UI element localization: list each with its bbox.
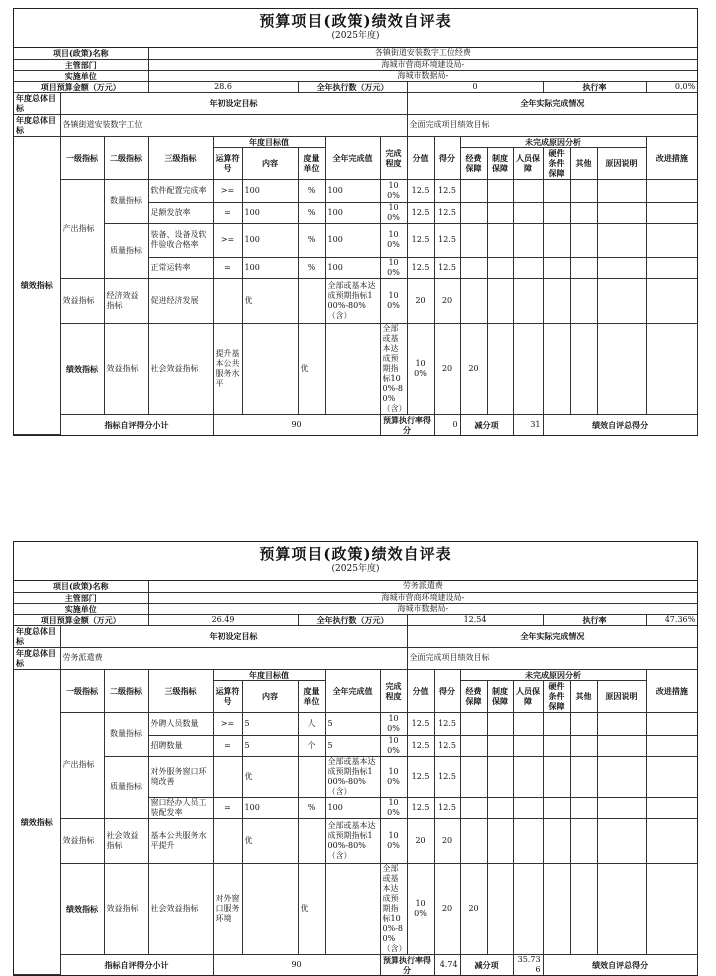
subtotal-label: 指标自评得分小计	[60, 954, 213, 975]
form-year: (2025年度)	[331, 564, 380, 574]
indicator-content: 100	[242, 797, 298, 818]
initial-target-value: 各镇街道安装数字工位	[60, 114, 407, 136]
score-header: 得分	[434, 136, 460, 179]
level1-output: 产出指标	[60, 179, 104, 278]
system-header: 制度保障	[487, 680, 513, 712]
indicator-completion: 100%	[380, 735, 407, 756]
level2-social: 社会效益指标	[148, 323, 213, 414]
annual-target-header: 年度目标值	[213, 136, 325, 147]
indicator-operator: =	[213, 797, 242, 818]
table-row	[14, 278, 697, 323]
operator-header: 运算符号	[213, 680, 242, 712]
deduct-label: 减分项	[460, 954, 513, 975]
table-row	[14, 179, 697, 202]
indicator-completion: 100%	[380, 179, 407, 202]
indicator-completion: 100%	[380, 202, 407, 223]
deduct-label: 减分项	[460, 414, 513, 435]
indicator-name: 对外服务窗口环境改善	[148, 756, 213, 797]
unit-measure-header: 度量单位	[298, 147, 325, 179]
annual-value-header: 全年完成值	[325, 136, 380, 179]
indicator-score-value: 20	[434, 323, 460, 414]
department-value: 海城市营商环境建设局-	[148, 592, 697, 603]
indicator-operator	[213, 756, 242, 797]
indicator-score-value: 12.5	[407, 756, 434, 797]
indicator-score: 12.5	[434, 712, 460, 735]
indicator-unit: %	[298, 179, 325, 202]
indicator-score-value: 12.5	[407, 735, 434, 756]
unit-label: 实施单位	[14, 70, 148, 81]
indicator-score-value: 20	[434, 863, 460, 954]
level2-social: 社会效益指标	[148, 863, 213, 954]
indicator-name: 对外窗口服务环境	[213, 863, 242, 954]
actual-header: 全年实际完成情况	[407, 625, 697, 647]
indicator-value: 全部或基本达成预期指标100%-80%（含）	[325, 278, 380, 323]
indicator-content: 优	[242, 818, 298, 863]
indicator-unit: %	[298, 223, 325, 257]
evaluation-table	[14, 48, 697, 435]
level2-quantity: 数量指标	[104, 179, 148, 223]
level3-header: 三级指标	[148, 136, 213, 179]
indicator-score: 20	[460, 323, 487, 414]
indicator-content: 100	[242, 257, 298, 278]
level2-header: 二级指标	[104, 136, 148, 179]
indicator-value: 全部或基本达成预期指标100%-80%（含）	[325, 756, 380, 797]
indicator-value: 全部或基本达成预期指标100%-80%（含）	[380, 323, 407, 414]
form-title: 预算项目(政策)绩效自评表	[259, 545, 452, 563]
deduct-value: 31	[513, 414, 543, 435]
total-score-label: 绩效自评总得分	[543, 414, 697, 435]
other-header: 其他	[570, 147, 597, 179]
project-name-value: 各镇街道安装数字工位经费	[148, 48, 697, 59]
level1-header: 一级指标	[60, 669, 104, 712]
personnel-header: 人员保障	[513, 147, 543, 179]
form-year: (2025年度)	[331, 31, 380, 41]
score-header: 得分	[434, 669, 460, 712]
department-value: 海城市营商环境建设局-	[148, 59, 697, 70]
table-row	[14, 756, 697, 797]
indicator-completion: 100%	[380, 278, 407, 323]
perf-indicator-label: 绩效指标	[60, 323, 104, 414]
indicator-unit	[298, 278, 325, 323]
indicator-unit	[325, 863, 380, 954]
subtotal-value: 90	[213, 954, 380, 975]
table-row	[14, 818, 697, 863]
indicator-completion: 100%	[380, 257, 407, 278]
indicator-value: 全部或基本达成预期指标100%-80%（含）	[380, 863, 407, 954]
indicator-score: 12.5	[434, 257, 460, 278]
indicator-unit: %	[298, 797, 325, 818]
indicator-value: 100	[325, 223, 380, 257]
exec-score-label: 预算执行率得分	[380, 414, 434, 435]
indicator-value: 100	[325, 179, 380, 202]
indicator-unit	[298, 818, 325, 863]
indicator-name: 外聘人员数量	[148, 712, 213, 735]
exec-score-value: 0	[434, 414, 460, 435]
content-header: 内容	[242, 147, 298, 179]
hardware-header: 硬件条件保障	[543, 680, 570, 712]
indicator-operator	[242, 323, 298, 414]
project-name-label: 项目(政策)名称	[14, 581, 148, 592]
indicator-operator	[242, 863, 298, 954]
level1-benefit: 效益指标	[60, 278, 104, 323]
indicator-value: 100	[325, 257, 380, 278]
reason-header: 原因说明	[597, 147, 646, 179]
indicator-operator: =	[213, 257, 242, 278]
overall-target-label: 年度总体目标	[14, 625, 60, 647]
overall-target-label: 年度总体目标	[14, 114, 60, 136]
initial-target-header: 年初设定目标	[60, 92, 407, 114]
indicator-value: 100	[325, 202, 380, 223]
indicator-score: 12.5	[434, 179, 460, 202]
indicator-unit	[325, 323, 380, 414]
level1-benefit: 效益指标	[104, 863, 148, 954]
level1-output: 产出指标	[60, 712, 104, 818]
indicator-score: 20	[460, 863, 487, 954]
indicator-content: 100	[242, 202, 298, 223]
indicator-name: 基本公共服务水平提升	[148, 818, 213, 863]
improve-header: 改进措施	[646, 136, 697, 179]
annual-target-header: 年度目标值	[213, 669, 325, 680]
score-value-header: 分值	[407, 669, 434, 712]
level2-header: 二级指标	[104, 669, 148, 712]
table-row	[14, 223, 697, 257]
system-header: 制度保障	[487, 147, 513, 179]
indicator-unit: 人	[298, 712, 325, 735]
indicator-value: 全部或基本达成预期指标100%-80%（含）	[325, 818, 380, 863]
level2-quality: 质量指标	[104, 756, 148, 818]
indicator-unit: %	[298, 202, 325, 223]
indicator-content: 优	[298, 323, 325, 414]
initial-target-header: 年初设定目标	[60, 625, 407, 647]
level1-benefit: 效益指标	[104, 323, 148, 414]
form-title: 预算项目(政策)绩效自评表	[259, 12, 452, 30]
form-header	[14, 9, 697, 48]
unit-value: 海城市数据局-	[148, 603, 697, 614]
exec-score-value: 4.74	[434, 954, 460, 975]
score-value-header: 分值	[407, 136, 434, 179]
budget-amount-label: 项目预算金额（万元）	[14, 614, 148, 625]
indicator-value: 5	[325, 735, 380, 756]
indicator-score: 12.5	[434, 735, 460, 756]
unfinished-header: 未完成原因分析	[460, 669, 646, 680]
funding-header: 经费保障	[460, 680, 487, 712]
indicator-content: 100	[242, 179, 298, 202]
level2-economic: 经济效益指标	[104, 278, 148, 323]
completion-header: 完成程度	[380, 136, 407, 179]
indicator-name: 软件配置完成率	[148, 179, 213, 202]
subtotal-value: 90	[213, 414, 380, 435]
reason-header: 原因说明	[597, 680, 646, 712]
indicator-score: 20	[434, 818, 460, 863]
indicator-unit: 个	[298, 735, 325, 756]
exec-score-label: 预算执行率得分	[380, 954, 434, 975]
budget-amount-value: 26.49	[148, 614, 298, 625]
level2-quantity: 数量指标	[104, 712, 148, 756]
annual-value-header: 全年完成值	[325, 669, 380, 712]
table-row	[14, 323, 697, 414]
indicator-score-value: 12.5	[407, 202, 434, 223]
indicator-content: 优	[242, 278, 298, 323]
indicator-completion: 100%	[380, 712, 407, 735]
indicator-completion: 100%	[407, 323, 434, 414]
completion-header: 完成程度	[380, 669, 407, 712]
unfinished-header: 未完成原因分析	[460, 136, 646, 147]
indicator-operator	[213, 278, 242, 323]
budget-amount-value: 28.6	[148, 81, 298, 92]
level2-quality: 质量指标	[104, 223, 148, 278]
overall-target-label: 年度总体目标	[14, 647, 60, 669]
annual-exec-label: 全年执行数（万元）	[298, 81, 407, 92]
indicator-name: 正常运转率	[148, 257, 213, 278]
indicator-completion: 100%	[380, 756, 407, 797]
hardware-header: 硬件条件保障	[543, 147, 570, 179]
project-name-label: 项目(政策)名称	[14, 48, 148, 59]
indicator-operator: >=	[213, 179, 242, 202]
indicator-content: 5	[242, 712, 298, 735]
indicator-name: 窗口经办人员工装配发率	[148, 797, 213, 818]
table-row	[14, 863, 697, 954]
indicator-score: 12.5	[434, 223, 460, 257]
indicator-score-value: 12.5	[407, 223, 434, 257]
indicator-name: 促进经济发展	[148, 278, 213, 323]
indicator-score: 12.5	[434, 202, 460, 223]
indicator-name: 足额发放率	[148, 202, 213, 223]
indicator-content: 100	[242, 223, 298, 257]
unit-label: 实施单位	[14, 603, 148, 614]
project-name-value: 劳务派遣费	[148, 581, 697, 592]
deduct-value: 35.736	[513, 954, 543, 975]
indicator-completion: 100%	[380, 797, 407, 818]
indicator-value: 5	[325, 712, 380, 735]
indicator-operator: >=	[213, 223, 242, 257]
form-header	[14, 542, 697, 581]
perf-indicator-label: 绩效指标	[14, 136, 60, 435]
personnel-header: 人员保障	[513, 680, 543, 712]
indicator-score: 20	[434, 278, 460, 323]
total-score-label: 绩效自评总得分	[543, 954, 697, 975]
indicator-score-value: 20	[407, 278, 434, 323]
indicator-score-value: 20	[407, 818, 434, 863]
indicator-operator	[213, 818, 242, 863]
perf-indicator-label: 绩效指标	[60, 863, 104, 954]
perf-indicator-label: 绩效指标	[14, 669, 60, 975]
exec-rate-value: 0.0%	[646, 81, 697, 92]
subtotal-label: 指标自评得分小计	[60, 414, 213, 435]
indicator-name: 招聘数量	[148, 735, 213, 756]
funding-header: 经费保障	[460, 147, 487, 179]
unit-measure-header: 度量单位	[298, 680, 325, 712]
indicator-operator: =	[213, 202, 242, 223]
indicator-unit	[298, 756, 325, 797]
actual-header: 全年实际完成情况	[407, 92, 697, 114]
evaluation-table	[14, 581, 697, 975]
actual-value: 全面完成项目绩效目标	[407, 647, 697, 669]
content-header: 内容	[242, 680, 298, 712]
evaluation-form	[13, 541, 698, 976]
budget-amount-label: 项目预算金额（万元）	[14, 81, 148, 92]
overall-target-label: 年度总体目标	[14, 92, 60, 114]
indicator-operator: =	[213, 735, 242, 756]
annual-exec-value: 0	[407, 81, 543, 92]
annual-exec-label: 全年执行数（万元）	[298, 614, 407, 625]
level2-economic: 社会效益指标	[104, 818, 148, 863]
other-header: 其他	[570, 680, 597, 712]
indicator-name: 装备、设备及软件验收合格率	[148, 223, 213, 257]
level1-header: 一级指标	[60, 136, 104, 179]
indicator-name: 提升基本公共服务水平	[213, 323, 242, 414]
exec-rate-label: 执行率	[543, 614, 646, 625]
indicator-completion: 100%	[407, 863, 434, 954]
actual-value: 全面完成项目绩效目标	[407, 114, 697, 136]
table-row	[14, 712, 697, 735]
department-label: 主管部门	[14, 59, 148, 70]
indicator-value: 100	[325, 797, 380, 818]
indicator-completion: 100%	[380, 223, 407, 257]
operator-header: 运算符号	[213, 147, 242, 179]
indicator-score: 12.5	[434, 797, 460, 818]
exec-rate-value: 47.36%	[646, 614, 697, 625]
exec-rate-label: 执行率	[543, 81, 646, 92]
level3-header: 三级指标	[148, 669, 213, 712]
initial-target-value: 劳务派遣费	[60, 647, 407, 669]
indicator-unit: %	[298, 257, 325, 278]
level1-benefit: 效益指标	[60, 818, 104, 863]
evaluation-form	[13, 8, 698, 436]
indicator-content: 优	[242, 756, 298, 797]
indicator-score-value: 12.5	[407, 179, 434, 202]
indicator-score-value: 12.5	[407, 257, 434, 278]
indicator-operator: >=	[213, 712, 242, 735]
annual-exec-value: 12.54	[407, 614, 543, 625]
indicator-content: 5	[242, 735, 298, 756]
department-label: 主管部门	[14, 592, 148, 603]
improve-header: 改进措施	[646, 669, 697, 712]
unit-value: 海城市数据局-	[148, 70, 697, 81]
indicator-score-value: 12.5	[407, 797, 434, 818]
indicator-completion: 100%	[380, 818, 407, 863]
indicator-content: 优	[298, 863, 325, 954]
indicator-score-value: 12.5	[407, 712, 434, 735]
indicator-score: 12.5	[434, 756, 460, 797]
